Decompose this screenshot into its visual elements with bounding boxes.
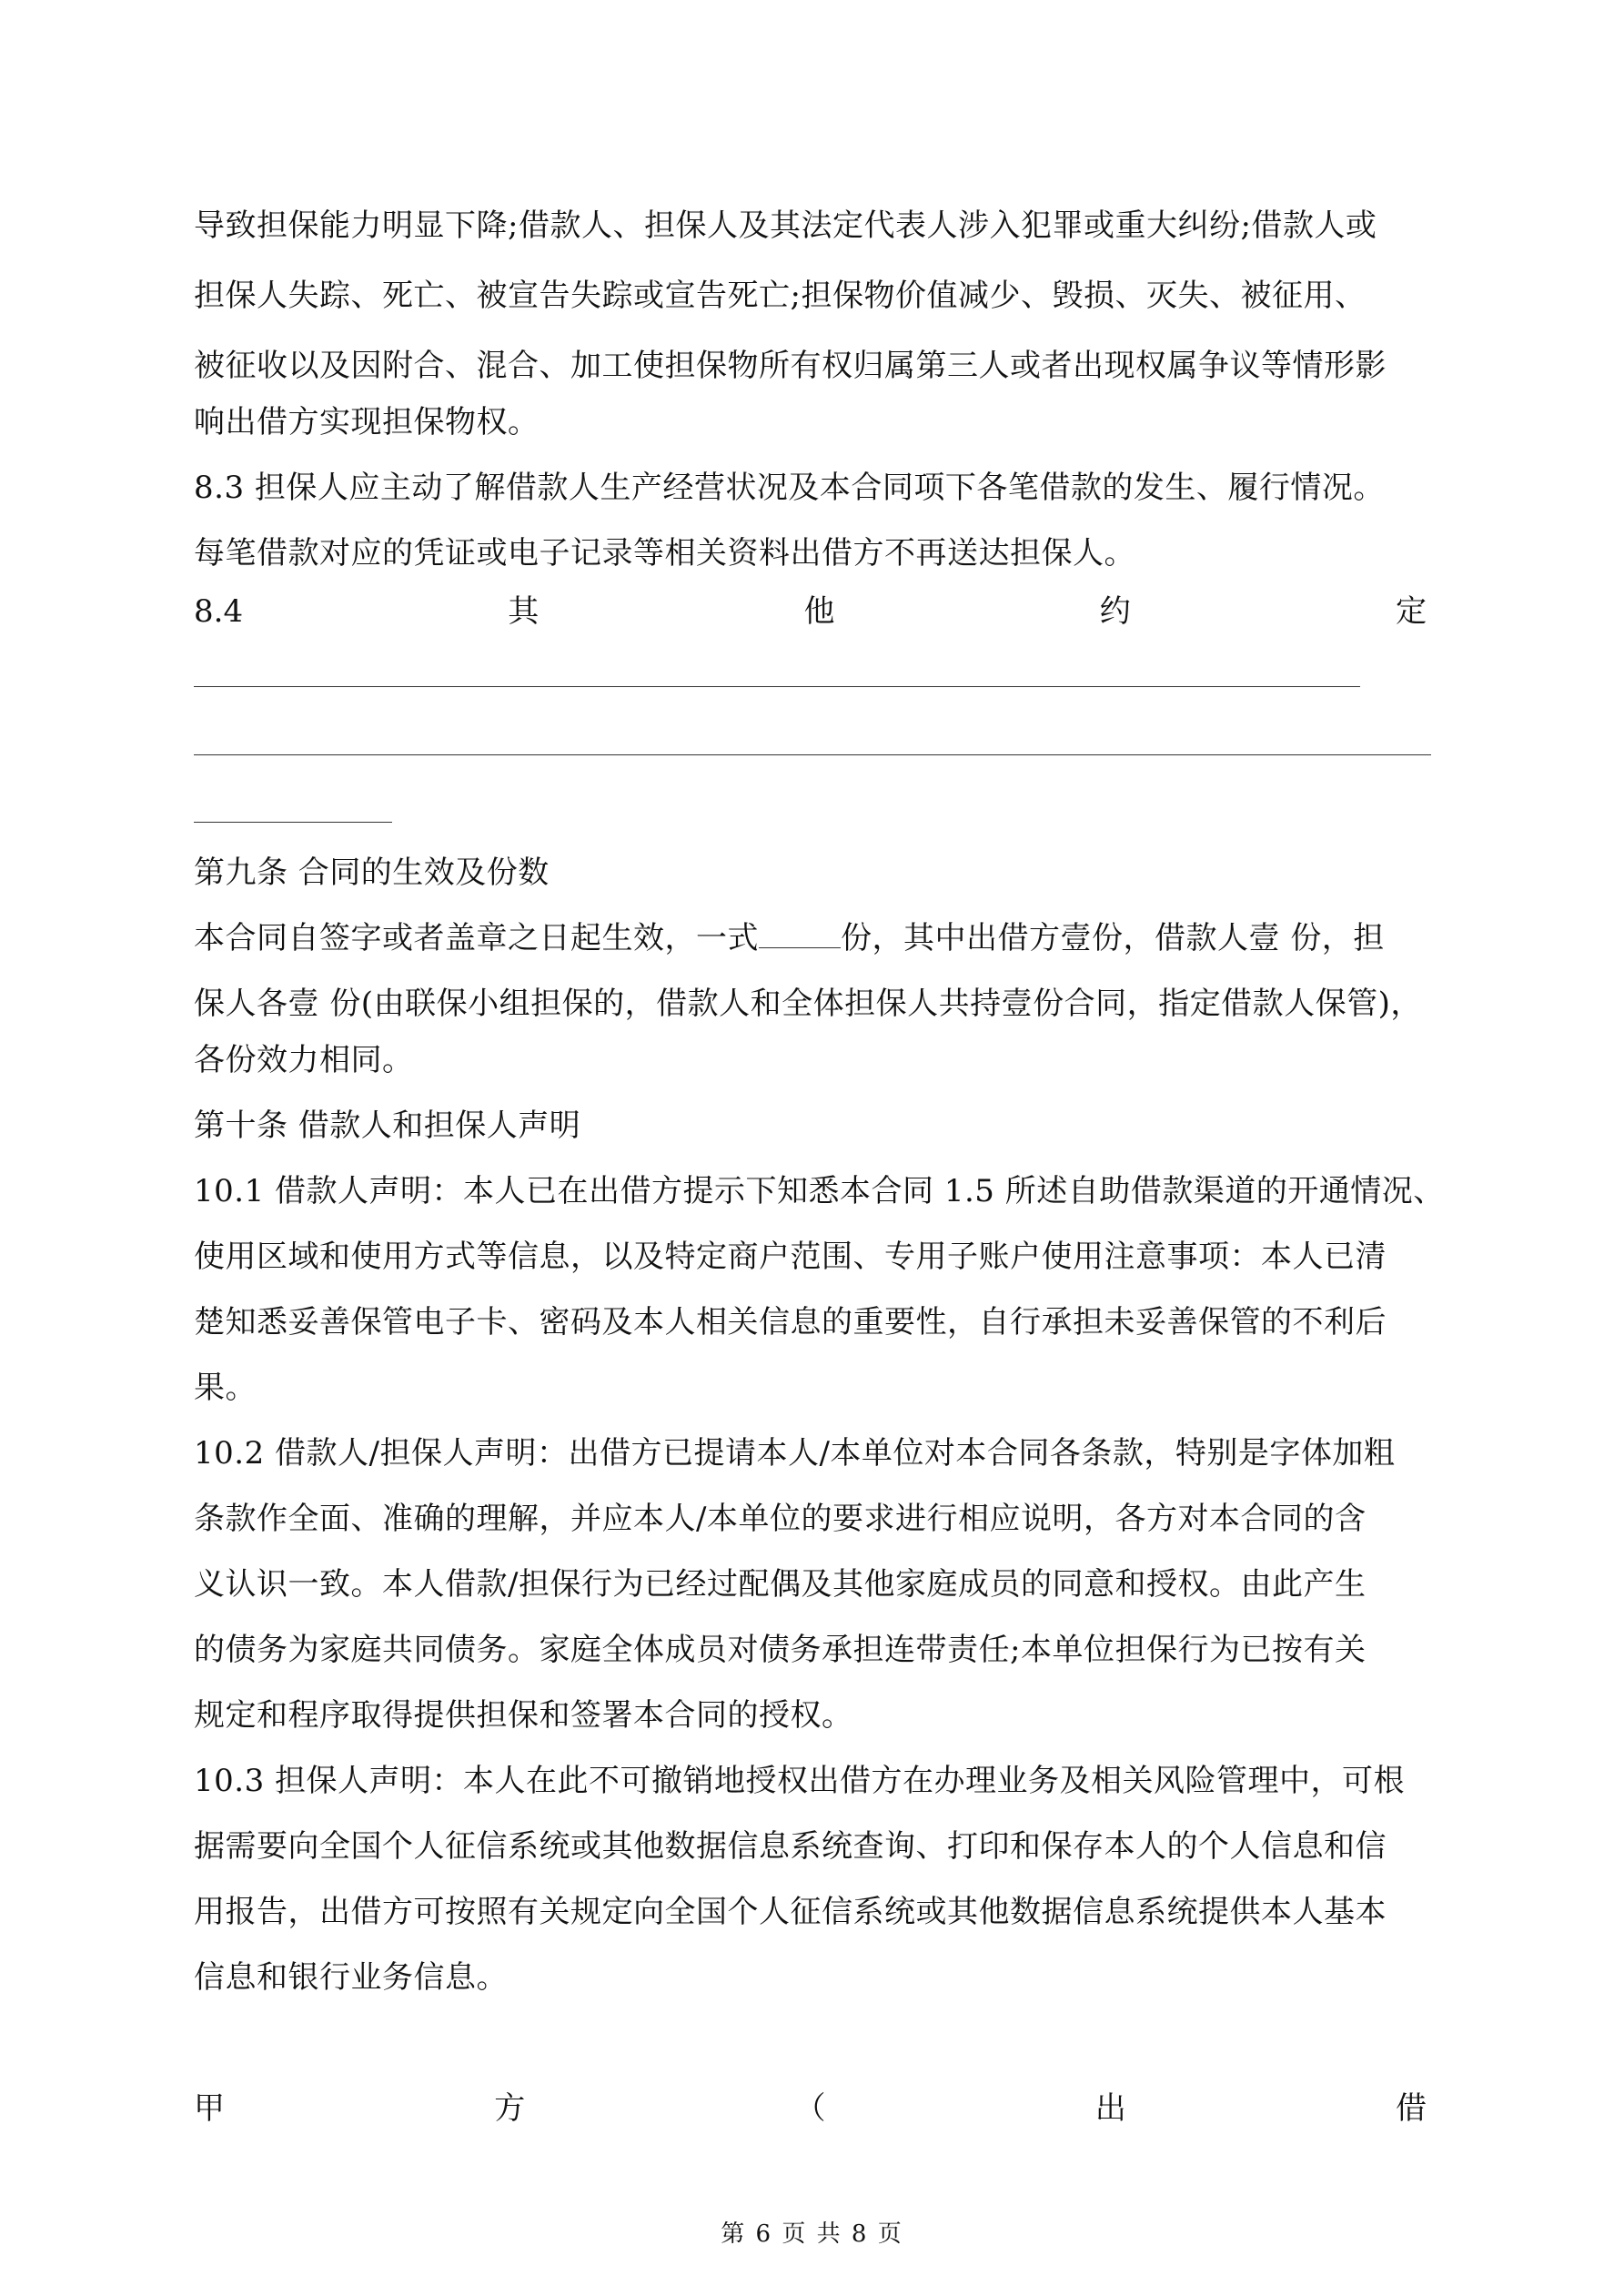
clause-10-line: 义认识一致。本人借款/担保行为已经过配偶及其他家庭成员的同意和授权。由此产生	[194, 1566, 1367, 1603]
clause-8-4-char: 定	[1395, 593, 1427, 630]
clause-8-4-char: 约	[1099, 593, 1131, 630]
party-a-char: 方	[494, 2090, 526, 2127]
party-a-char: （	[794, 2090, 826, 2127]
clause-10-line: 规定和程序取得提供担保和签署本合同的授权。	[194, 1697, 853, 1734]
text-line: 被征收以及因附合、混合、加工使担保物所有权归属第三人或者出现权属争议等情形影	[194, 348, 1387, 384]
clause-10-line: 据需要向全国个人征信系统或其他数据信息系统查询、打印和保存本人的个人信息和信	[194, 1828, 1387, 1865]
clause-8-4-heading	[194, 593, 1427, 630]
clause-10-line: 10.3 担保人声明：本人在此不可撤销地授权出借方在办理业务及相关风险管理中，可根	[194, 1763, 1406, 1799]
party-a-heading	[194, 2090, 1427, 2127]
clause-10-line: 条款作全面、准确的理解，并应本人/本单位的要求进行相应说明，各方对本合同的含	[194, 1501, 1367, 1537]
clause-10-line: 果。	[194, 1370, 257, 1406]
text-line: 响出借方实现担保物权。	[194, 404, 540, 440]
clause-8-4-char: 他	[803, 593, 835, 630]
clause-8-4-char: 其	[508, 593, 540, 630]
blank-line	[194, 686, 1360, 687]
clause-9-title: 第九条 合同的生效及份数	[194, 855, 550, 891]
clause-10-line: 的债务为家庭共同债务。家庭全体成员对债务承担连带责任;本单位担保行为已按有关	[194, 1632, 1367, 1668]
clause-10-line: 信息和银行业务信息。	[194, 1959, 508, 1996]
copies-blank	[759, 920, 841, 948]
text-line: 担保人失踪、死亡、被宣告失踪或宣告死亡;担保物价值减少、毁损、灭失、被征用、	[194, 278, 1367, 314]
clause-10-line: 用报告，出借方可按照有关规定向全国个人征信系统或其他数据信息系统提供本人基本	[194, 1894, 1387, 1930]
clause-10-line: 楚知悉妥善保管电子卡、密码及本人相关信息的重要性，自行承担未妥善保管的不利后	[194, 1304, 1387, 1340]
blank-line	[194, 822, 392, 823]
clause-10-title: 第十条 借款人和担保人声明	[194, 1108, 581, 1144]
party-a-char: 借	[1396, 2090, 1427, 2127]
clause-8-3-line: 8.3 担保人应主动了解借款人生产经营状况及本合同项下各笔借款的发生、履行情况。	[194, 470, 1385, 506]
clause-8-3-line: 每笔借款对应的凭证或电子记录等相关资料出借方不再送达担保人。	[194, 535, 1135, 571]
clause-9-line	[194, 920, 1385, 956]
clause-8-4-number: 8.4	[194, 593, 244, 630]
clause-9-text-b: 份，其中出借方壹份，借款人壹 份，担	[841, 920, 1385, 956]
clause-9-text-a: 本合同自签字或者盖章之日起生效，一式	[194, 920, 759, 956]
clause-10-line: 10.1 借款人声明：本人已在出借方提示下知悉本合同 1.5 所述自助借款渠道的开通情况、	[194, 1173, 1445, 1209]
text-line: 导致担保能力明显下降;借款人、担保人及其法定代表人涉入犯罪或重大纠纷;借款人或	[194, 207, 1377, 244]
clause-9-line: 各份效力相同。	[194, 1042, 414, 1078]
clause-10-line: 10.2 借款人/担保人声明：出借方已提请本人/本单位对本合同各条款，特别是字体加粗	[194, 1435, 1396, 1472]
clause-10-line: 使用区域和使用方式等信息，以及特定商户范围、专用子账户使用注意事项：本人已清	[194, 1239, 1387, 1275]
party-a-char: 甲	[194, 2090, 225, 2127]
blank-line	[194, 754, 1431, 755]
party-a-char: 出	[1094, 2090, 1126, 2127]
clause-9-line: 保人各壹 份(由联保小组担保的，借款人和全体担保人共持壹份合同，指定借款人保管)，	[194, 986, 1422, 1022]
page-footer: 第 6 页 共 8 页	[721, 2220, 903, 2248]
